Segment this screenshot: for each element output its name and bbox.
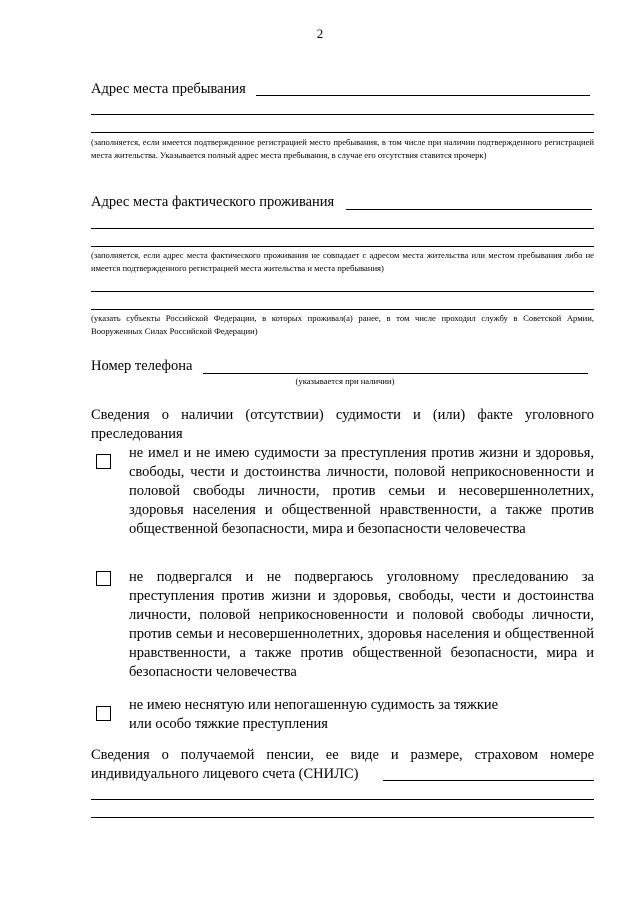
stay-address-field[interactable] [256,95,590,96]
criminal-option-3-line-2: или особо тяжкие преступления [129,716,328,732]
actual-address-note: (заполняется, если адрес места фактического проживания не совпадает с адресом места жительства или местом пребывания либо не имеется подтвержденного регистрацией места жительства и места пребывания) [91,250,594,273]
pension-field[interactable] [383,780,594,781]
criminal-option-3-checkbox[interactable] [96,706,111,721]
criminal-option-2-checkbox[interactable] [96,571,111,586]
actual-address-field-line-2[interactable] [91,228,594,229]
pension-field-line-2[interactable] [91,799,594,800]
stay-address-label: Адрес места пребывания [91,81,246,97]
criminal-record-heading: Сведения о наличии (отсутствии) судимости и (или) факте уголовного преследования [91,407,594,442]
stay-address-field-line-2[interactable] [91,114,594,115]
pension-line-1: Сведения о получаемой пенсии, ее виде и размере, страховом номере [91,747,594,763]
stay-address-note: (заполняется, если имеется подтвержденное регистрацией место пребывания, в том числе при наличии подтвержденного регистрацией места жительства. Указывается полный адрес места пребывания, в случае его отсутствия ставится прочерк) [91,137,594,160]
subjects-field-line-1[interactable] [91,291,594,292]
criminal-option-1-text: не имел и не имею судимости за преступления против жизни и здоровья, свободы, чести и достоинства личности, половой неприкосновенности и половой свободы личности, против семьи и несовершеннолетних, здоровья населения и общественной нравственности, а также против общественной безопасности, мира и безопасности человечества [129,445,594,537]
criminal-option-3-line-1: не имею неснятую или непогашенную судимость за тяжкие [129,697,499,713]
criminal-option-1-checkbox[interactable] [96,454,111,469]
phone-note: (указывается при наличии) [295,376,395,386]
criminal-option-2-text: не подвергался и не подвергаюсь уголовному преследованию за преступления против жизни и здоровья, свободы, чести и достоинства личности, половой неприкосновенности и половой свободы личности, против семьи и несовершеннолетних, здоровья населения и общественной нравственности, а также против общественной безопасности, мира и безопасности человечества [129,569,594,680]
phone-label: Номер телефона [91,358,193,374]
actual-address-field[interactable] [346,209,592,210]
phone-field[interactable] [203,373,588,374]
stay-address-field-line-3[interactable] [91,132,594,133]
pension-line-2: индивидуального лицевого счета (СНИЛС) [91,766,359,782]
actual-address-label: Адрес места фактического проживания [91,194,335,210]
subjects-field-line-2[interactable] [91,309,594,310]
subjects-note: (указать субъекты Российской Федерации, в которых проживал(а) ранее, в том числе проходил службу в Советской Армии, Вооруженных Силах Российской Федерации) [91,313,594,336]
page-number: 2 [316,26,324,41]
actual-address-field-line-3[interactable] [91,246,594,247]
pension-field-line-3[interactable] [91,817,594,818]
